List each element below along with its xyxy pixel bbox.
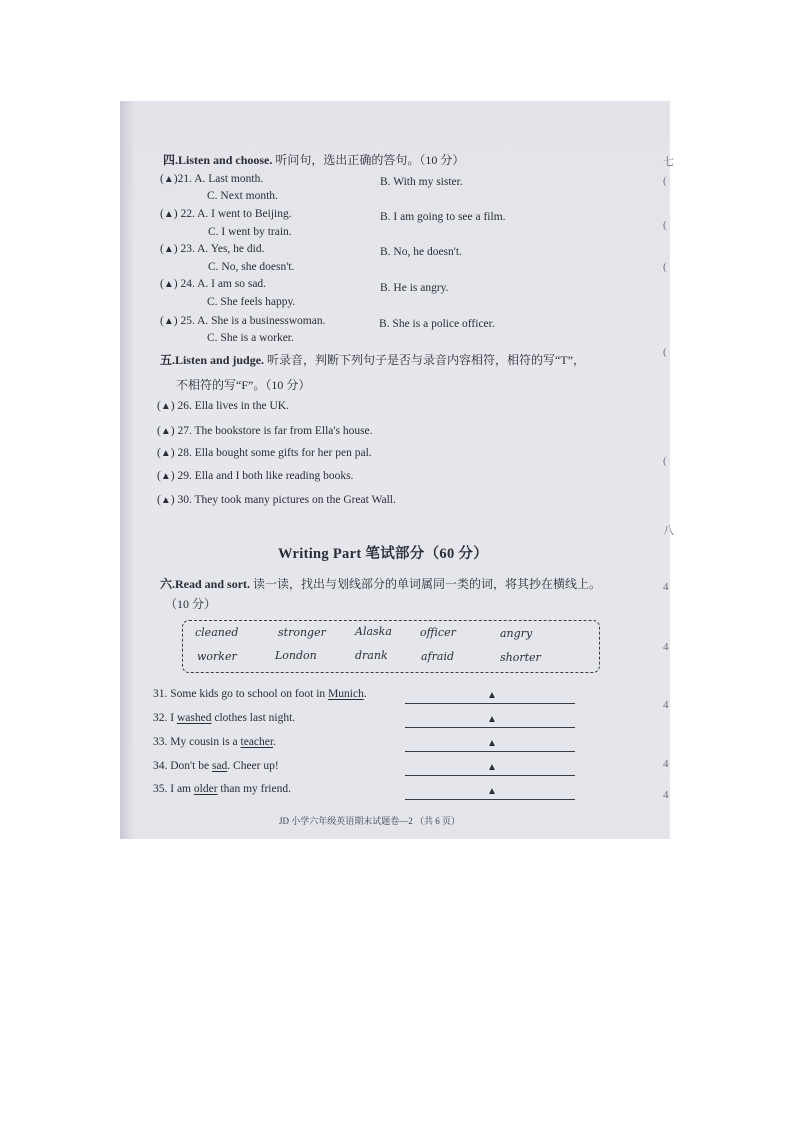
answer-mark: ▲	[160, 426, 171, 437]
question-23-option-c: C. No, she doesn't.	[208, 261, 295, 273]
question-21-option-b: B. With my sister.	[380, 176, 463, 188]
section4-title-cn: 听问句，选出正确的答句。（10 分）	[275, 153, 465, 167]
answer-line-35[interactable]	[405, 799, 575, 800]
answer-mark: ▲	[160, 401, 171, 412]
answer-mark: ▲	[163, 279, 174, 290]
word-bank-word: stronger	[278, 626, 326, 639]
question-23-option-b: B. No, he doesn't.	[380, 246, 462, 258]
answer-mark-33: ▲	[487, 738, 497, 749]
underlined-word: Munich	[328, 688, 364, 700]
question-25: (▲) 25. A. She is a businesswoman.	[160, 315, 326, 327]
word-bank-word: Alaska	[355, 625, 392, 638]
edge-mark: 4	[663, 581, 669, 593]
word-bank-word: worker	[197, 650, 237, 663]
answer-mark: ▲	[163, 316, 174, 327]
answer-mark-31: ▲	[487, 690, 497, 701]
question-25-option-c: C. She is a worker.	[207, 332, 294, 344]
answer-mark: ▲	[160, 471, 171, 482]
edge-mark: (	[663, 261, 667, 273]
word-bank-word: afraid	[421, 650, 455, 663]
answer-mark: ▲	[163, 174, 174, 185]
edge-mark: 七	[663, 156, 674, 168]
word-bank-word: cleaned	[195, 626, 239, 639]
answer-mark: ▲	[163, 244, 174, 255]
sentence-35: 35. I am older than my friend.	[153, 783, 291, 795]
section6-number: 六.	[160, 577, 176, 591]
section5-heading	[160, 351, 585, 368]
answer-mark-34: ▲	[487, 762, 497, 773]
answer-mark-32: ▲	[487, 714, 497, 725]
answer-line-34[interactable]	[405, 775, 575, 776]
answer-mark: ▲	[160, 495, 171, 506]
section4-number: 四.	[163, 153, 179, 167]
question-23: (▲) 23. A. Yes, he did.	[160, 243, 265, 255]
sentence-31: 31. Some kids go to school on foot in Munich.	[153, 688, 367, 700]
edge-mark: (	[663, 219, 667, 231]
section5-heading-line2: 不相符的写“F”。（10 分）	[176, 378, 311, 392]
question-22-option-b: B. I am going to see a film.	[380, 211, 506, 223]
edge-mark: (	[663, 455, 667, 467]
page-edge-shadow	[120, 101, 134, 839]
word-bank-box	[182, 620, 600, 673]
section5-title-cn: 听录音，判断下列句子是否与录音内容相符，相符的写“T”，	[267, 353, 586, 367]
question-22: (▲) 22. A. I went to Beijing.	[160, 208, 292, 220]
section4-title-en: Listen and choose.	[178, 153, 273, 167]
section5-title-en: Listen and judge.	[175, 353, 265, 367]
question-21: (▲)21. A. Last month.	[160, 173, 264, 185]
word-bank-word: London	[275, 649, 317, 662]
answer-line-31[interactable]	[405, 703, 575, 704]
section6-title-cn: 读一读，找出与划线部分的单词属同一类的词，将其抄在横线上。	[253, 577, 602, 591]
sentence-34: 34. Don't be sad. Cheer up!	[153, 760, 279, 772]
question-28: (▲) 28. Ella bought some gifts for her pen pal.	[157, 447, 372, 459]
edge-mark: 4	[663, 789, 669, 801]
question-27: (▲) 27. The bookstore is far from Ella's house.	[157, 425, 373, 437]
edge-mark: 4	[663, 641, 669, 653]
sentence-33: 33. My cousin is a teacher.	[153, 736, 276, 748]
edge-mark: 4	[663, 699, 669, 711]
question-24-option-b: B. He is angry.	[380, 282, 449, 294]
section6-title-en: Read and sort.	[175, 577, 251, 591]
section6-score: （10 分）	[165, 597, 217, 611]
writing-part-title: Writing Part 笔试部分（60 分）	[278, 546, 489, 562]
underlined-word: teacher	[240, 736, 274, 748]
edge-mark: 4	[663, 758, 669, 770]
question-24-option-c: C. She feels happy.	[207, 296, 296, 308]
underlined-word: washed	[176, 712, 212, 724]
answer-mark-35: ▲	[487, 786, 497, 797]
section6-heading	[160, 575, 601, 592]
question-21-option-c: C. Next month.	[207, 190, 278, 202]
question-22-option-c: C. I went by train.	[208, 226, 292, 238]
underlined-word: sad	[211, 760, 228, 772]
question-26: (▲) 26. Ella lives in the UK.	[157, 400, 289, 412]
word-bank-word: angry	[500, 627, 533, 640]
edge-mark: (	[663, 175, 667, 187]
answer-line-32[interactable]	[405, 727, 575, 728]
exam-page-photo	[120, 101, 674, 839]
sentence-32: 32. I washed clothes last night.	[153, 712, 296, 724]
question-24: (▲) 24. A. I am so sad.	[160, 278, 267, 290]
page-footer: JD 小学六年级英语期末试题卷—2 （共 6 页）	[279, 816, 461, 826]
word-bank-word: officer	[420, 626, 456, 639]
question-30: (▲) 30. They took many pictures on the Great Wall.	[157, 494, 396, 506]
word-bank-word: shorter	[500, 651, 541, 664]
question-25-option-b: B. She is a police officer.	[379, 318, 495, 330]
edge-mark: 八	[663, 525, 674, 537]
answer-mark: ▲	[163, 209, 174, 220]
section5-number: 五.	[160, 353, 176, 367]
word-bank-word: drank	[355, 649, 388, 662]
answer-mark: ▲	[160, 448, 171, 459]
answer-line-33[interactable]	[405, 751, 575, 752]
edge-mark: (	[663, 346, 667, 358]
question-29: (▲) 29. Ella and I both like reading books.	[157, 470, 354, 482]
underlined-word: older	[193, 783, 218, 795]
section4-heading	[163, 151, 464, 168]
